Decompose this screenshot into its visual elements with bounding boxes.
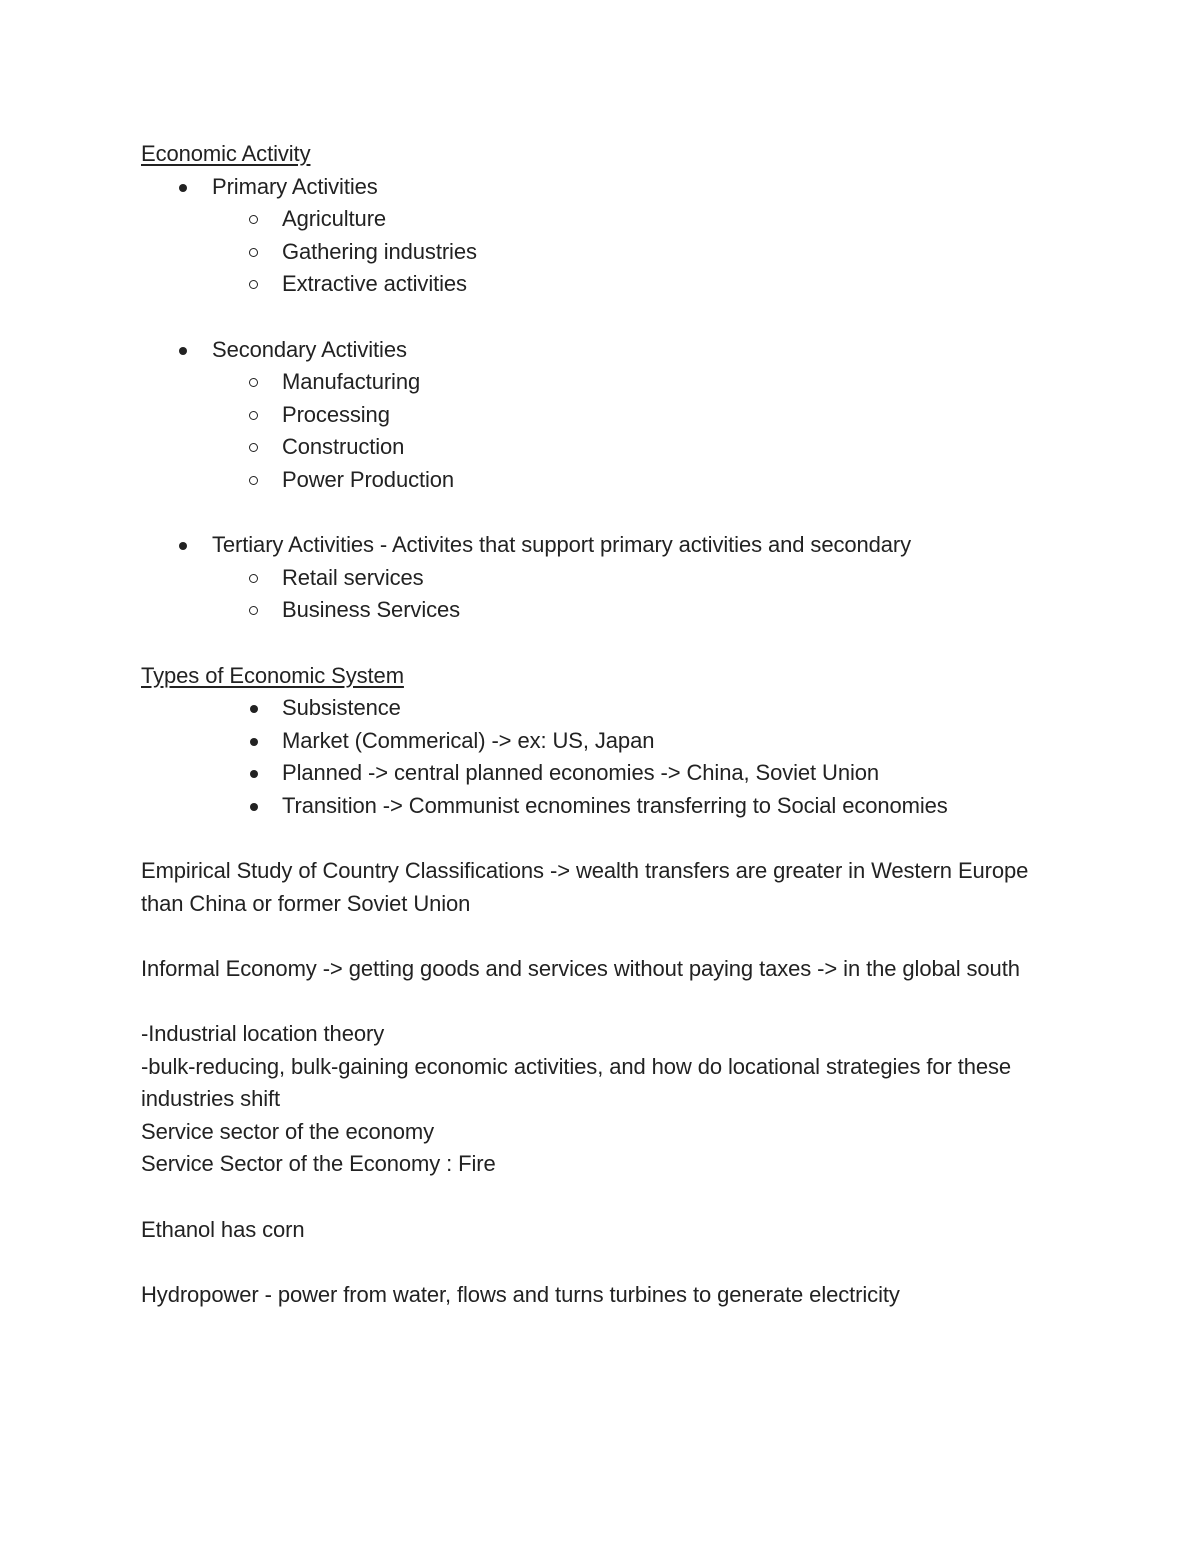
- list-item-secondary: Secondary Activities: [141, 334, 1061, 367]
- spacer: [141, 1181, 1061, 1214]
- list-item: Business Services: [141, 594, 1061, 627]
- list-item: Planned -> central planned economies -> China, Soviet Union: [141, 757, 1061, 790]
- list-item: Retail services: [141, 562, 1061, 595]
- bullet-circle-icon: [249, 443, 258, 452]
- bullet-circle-icon: [249, 215, 258, 224]
- document-body: [141, 138, 1061, 1311]
- heading-economic-systems: Types of Economic System: [141, 662, 404, 688]
- paragraph-service-sector: Service sector of the economy: [141, 1118, 435, 1144]
- list-item-primary: Primary Activities: [141, 171, 1061, 204]
- bullet-dot-icon: [179, 347, 187, 355]
- bullet-circle-icon: [249, 606, 258, 615]
- list-item: Agriculture: [141, 203, 1061, 236]
- paragraph-hydropower: Hydropower - power from water, flows and turns turbines to generate electricity: [141, 1281, 900, 1307]
- economic-systems-list: [141, 692, 1061, 822]
- bullet-circle-icon: [249, 248, 258, 257]
- list-item: Gathering industries: [141, 236, 1061, 269]
- bullet-circle-icon: [249, 574, 258, 583]
- list-item: Subsistence: [141, 692, 1061, 725]
- spacer: [141, 497, 1061, 530]
- spacer: [141, 822, 1061, 855]
- bullet-dot-icon: [250, 803, 258, 811]
- spacer: [141, 985, 1061, 1018]
- spacer: [141, 301, 1061, 334]
- list-item-tertiary: Tertiary Activities - Activites that support primary activities and secondary: [141, 529, 1061, 562]
- list-item: Manufacturing: [141, 366, 1061, 399]
- heading-economic-activity: Economic Activity: [141, 141, 311, 166]
- bullet-dot-icon: [179, 542, 187, 550]
- bullet-circle-icon: [249, 411, 258, 420]
- tertiary-activities-list: [141, 529, 1061, 627]
- spacer: [141, 920, 1061, 953]
- list-item: Extractive activities: [141, 268, 1061, 301]
- list-item: Construction: [141, 431, 1061, 464]
- bullet-circle-icon: [249, 280, 258, 289]
- list-item: Market (Commerical) -> ex: US, Japan: [141, 725, 1061, 758]
- list-item: Processing: [141, 399, 1061, 432]
- spacer: [141, 627, 1061, 660]
- bullet-dot-icon: [179, 184, 187, 192]
- list-item: Transition -> Communist ecnomines transferring to Social economies: [141, 790, 1061, 823]
- paragraph-empirical: Empirical Study of Country Classifications -> wealth transfers are greater in Western Europe than China or former Soviet Union: [141, 858, 1029, 916]
- paragraph-ethanol: Ethanol has corn: [141, 1216, 305, 1242]
- paragraph-bulk: -bulk-reducing, bulk-gaining economic activities, and how do locational strategies for these industries shift: [141, 1053, 1012, 1112]
- economic-activity-list: [141, 171, 1061, 301]
- bullet-dot-icon: [250, 770, 258, 778]
- paragraph-informal-economy: Informal Economy -> getting goods and services without paying taxes -> in the global south: [141, 955, 1020, 981]
- bullet-dot-icon: [250, 705, 258, 713]
- secondary-activities-list: [141, 334, 1061, 497]
- paragraph-industrial-location: -Industrial location theory: [141, 1021, 385, 1047]
- paragraph-service-sector-fire: Service Sector of the Economy : Fire: [141, 1151, 496, 1177]
- bullet-circle-icon: [249, 378, 258, 387]
- bullet-circle-icon: [249, 476, 258, 485]
- list-item: Power Production: [141, 464, 1061, 497]
- spacer: [141, 1246, 1061, 1279]
- bullet-dot-icon: [250, 738, 258, 746]
